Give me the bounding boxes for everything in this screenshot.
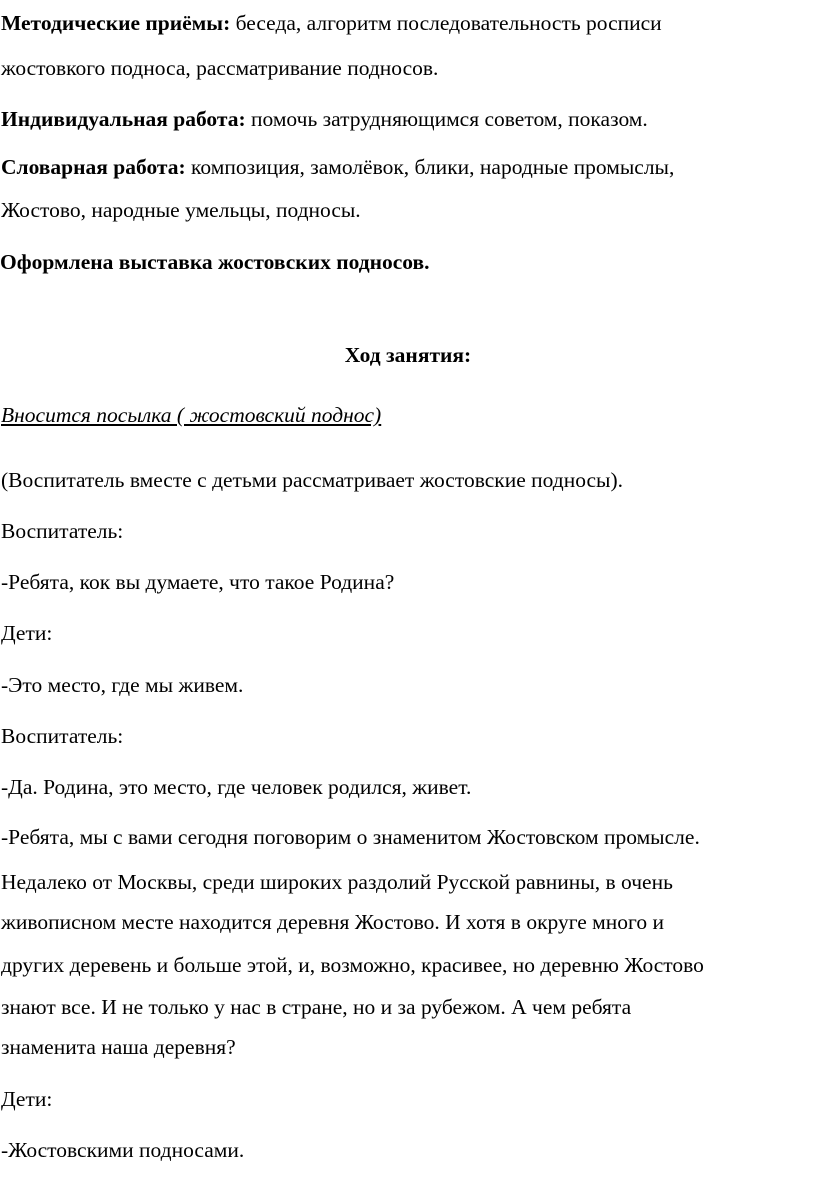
paragraph-line: других деревень и больше этой, и, возможно, красивее, но деревню Жостово	[1, 953, 704, 977]
parcel-note: Вносится посылка ( жостовский поднос)	[1, 403, 382, 427]
individual-label: Индивидуальная работа:	[1, 107, 246, 131]
exhibition-note: Оформлена выставка жостовских подносов.	[0, 250, 430, 274]
paragraph-line: знают все. И не только у нас в стране, но и за рубежом. А чем ребята	[1, 995, 632, 1019]
paragraph-line: живописном месте находится деревня Жостово. И хотя в округе много и	[1, 910, 664, 934]
paragraph-line: Недалеко от Москвы, среди широких раздолий Русской равнины, в очень	[1, 870, 673, 894]
individual-line	[1, 109, 648, 131]
paragraph-line: -Ребята, кок вы думаете, что такое Родина?	[1, 570, 395, 594]
methods-label: Методические приёмы:	[1, 11, 231, 35]
paragraph-line: -Да. Родина, это место, где человек родился, живет.	[1, 775, 472, 799]
vocabulary-label: Словарная работа:	[1, 155, 186, 179]
methods-text-1: беседа, алгоритм последовательность росписи	[230, 11, 662, 35]
vocabulary-line-2: Жостово, народные умельцы, подносы.	[1, 198, 361, 222]
paragraph-line: Воспитатель:	[1, 519, 124, 543]
paragraph-line: знаменита наша деревня?	[1, 1035, 236, 1059]
paragraph-line: (Воспитатель вместе с детьми рассматривает жостовские подносы).	[1, 468, 624, 492]
vocabulary-line-1	[1, 157, 674, 179]
paragraph-line: Воспитатель:	[1, 724, 124, 748]
individual-text: помочь затрудняющимся советом, показом.	[245, 107, 648, 131]
lesson-heading: Ход занятия:	[344, 343, 472, 367]
paragraph-line: -Это место, где мы живем.	[1, 673, 244, 697]
methods-line-2: жостовкого подноса, рассматривание подносов.	[1, 56, 439, 80]
paragraph-line: Дети:	[1, 1087, 53, 1111]
methods-line-1	[1, 13, 662, 35]
paragraph-line: -Жостовскими подносами.	[1, 1138, 245, 1162]
paragraph-line: -Ребята, мы с вами сегодня поговорим о знаменитом Жостовском промысле.	[1, 825, 700, 849]
vocabulary-text-1: композиция, замолёвок, блики, народные промыслы,	[185, 155, 675, 179]
paragraph-line: Дети:	[1, 621, 53, 645]
